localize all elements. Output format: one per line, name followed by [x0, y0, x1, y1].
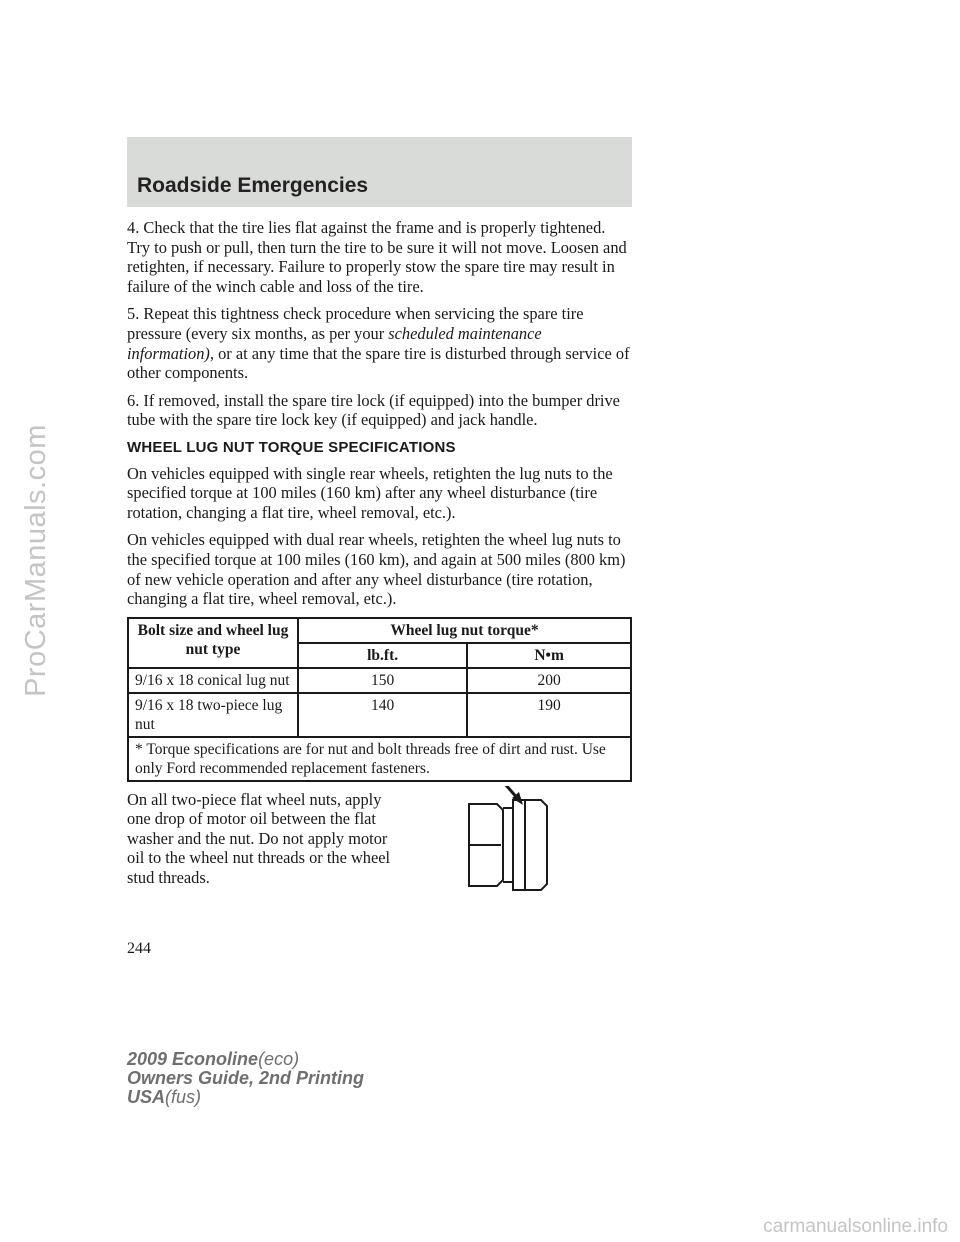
footer-model: 2009 Econoline — [127, 1049, 259, 1069]
footer-region: USA — [127, 1087, 166, 1107]
oil-note-paragraph: On all two-piece flat wheel nuts, apply one drop of motor oil between the flat washer and the nut. Do not apply motor oil to the wheel nut threads or the wheel stud threads. — [127, 789, 391, 888]
torque-group-header: Wheel lug nut torque* — [298, 618, 631, 643]
nm-cell: 190 — [467, 693, 631, 737]
torque-heading: WHEEL LUG NUT TORQUE SPECIFICATIONS — [127, 438, 456, 456]
torque-table — [127, 617, 632, 782]
oil-note-section — [127, 790, 632, 910]
step-6-paragraph: 6. If removed, install the spare tire lock (if equipped) into the bumper drive tube with the spare tire lock key (if equipped) and jack handle. — [127, 390, 620, 430]
page-number: 244 — [127, 940, 151, 957]
two-piece-lug-nut-illustration-icon — [467, 786, 567, 906]
side-watermark-text: ProCarManuals.com — [19, 423, 52, 697]
step-5-paragraph — [127, 304, 632, 382]
section-header — [127, 137, 632, 207]
table-footnote-row — [128, 737, 631, 781]
step-4-paragraph: 4. Check that the tire lies flat against the frame and is properly tightened. Try to push or pull, then turn the tire to be sure it will not move. Loosen and retighten, if necessary. Failure to properly stow the spare tire may result in failure of the winch cable and loss of the tire. — [127, 218, 627, 296]
footer-line-model — [127, 1050, 364, 1069]
side-watermark — [14, 300, 58, 820]
dual-rear-paragraph: On vehicles equipped with dual rear wheels, retighten the wheel lug nuts to the specified torque at 100 miles (160 km), and again at 500 miles (800 km) of new vehicle operation and after any wheel disturbance (tire rotation, changing a flat tire, wheel removal, etc.). — [127, 530, 626, 609]
document-footer — [127, 1050, 364, 1107]
lbft-header: lb.ft. — [298, 643, 467, 668]
footer-model-code: (eco) — [258, 1049, 300, 1069]
table-row — [128, 668, 631, 693]
lbft-cell: 140 — [298, 693, 467, 737]
footer-region-code: (fus) — [165, 1087, 202, 1107]
table-header-row — [128, 618, 631, 643]
nm-header: N•m — [467, 643, 631, 668]
single-rear-paragraph: On vehicles equipped with single rear wheels, retighten the lug nuts to the specified torque at 100 miles (160 km) after any wheel disturbance (tire rotation, changing a flat tire, wheel removal, etc.). — [127, 463, 613, 522]
bottom-watermark: carmanualsonline.info — [763, 1216, 948, 1237]
footer-line-region — [127, 1088, 364, 1107]
footer-line-guide — [127, 1069, 364, 1088]
step-5-text-b: , or at any time that the spare tire is disturbed through service of other components. — [127, 343, 630, 383]
footer-guide: Owners Guide, 2nd Printing — [127, 1068, 365, 1088]
table-footnote: * Torque specifications are for nut and bolt threads free of dirt and rust. Use only Ford recommended replacement fasteners. — [128, 737, 631, 781]
section-title: Roadside Emergencies — [137, 174, 369, 197]
lbft-cell: 150 — [298, 668, 467, 693]
table-row — [128, 693, 631, 737]
page-content — [127, 218, 632, 910]
nut-type-cell: 9/16 x 18 two-piece lug nut — [128, 693, 298, 737]
step-5-italic-ref: scheduled maintenance information) — [127, 323, 542, 363]
bolt-size-header: Bolt size and wheel lug nut type — [128, 618, 298, 668]
nut-type-cell: 9/16 x 18 conical lug nut — [128, 668, 298, 693]
step-5-text-a: 5. Repeat this tightness check procedure when servicing the spare tire pressure (every six months, as per your — [127, 304, 584, 343]
nm-cell: 200 — [467, 668, 631, 693]
